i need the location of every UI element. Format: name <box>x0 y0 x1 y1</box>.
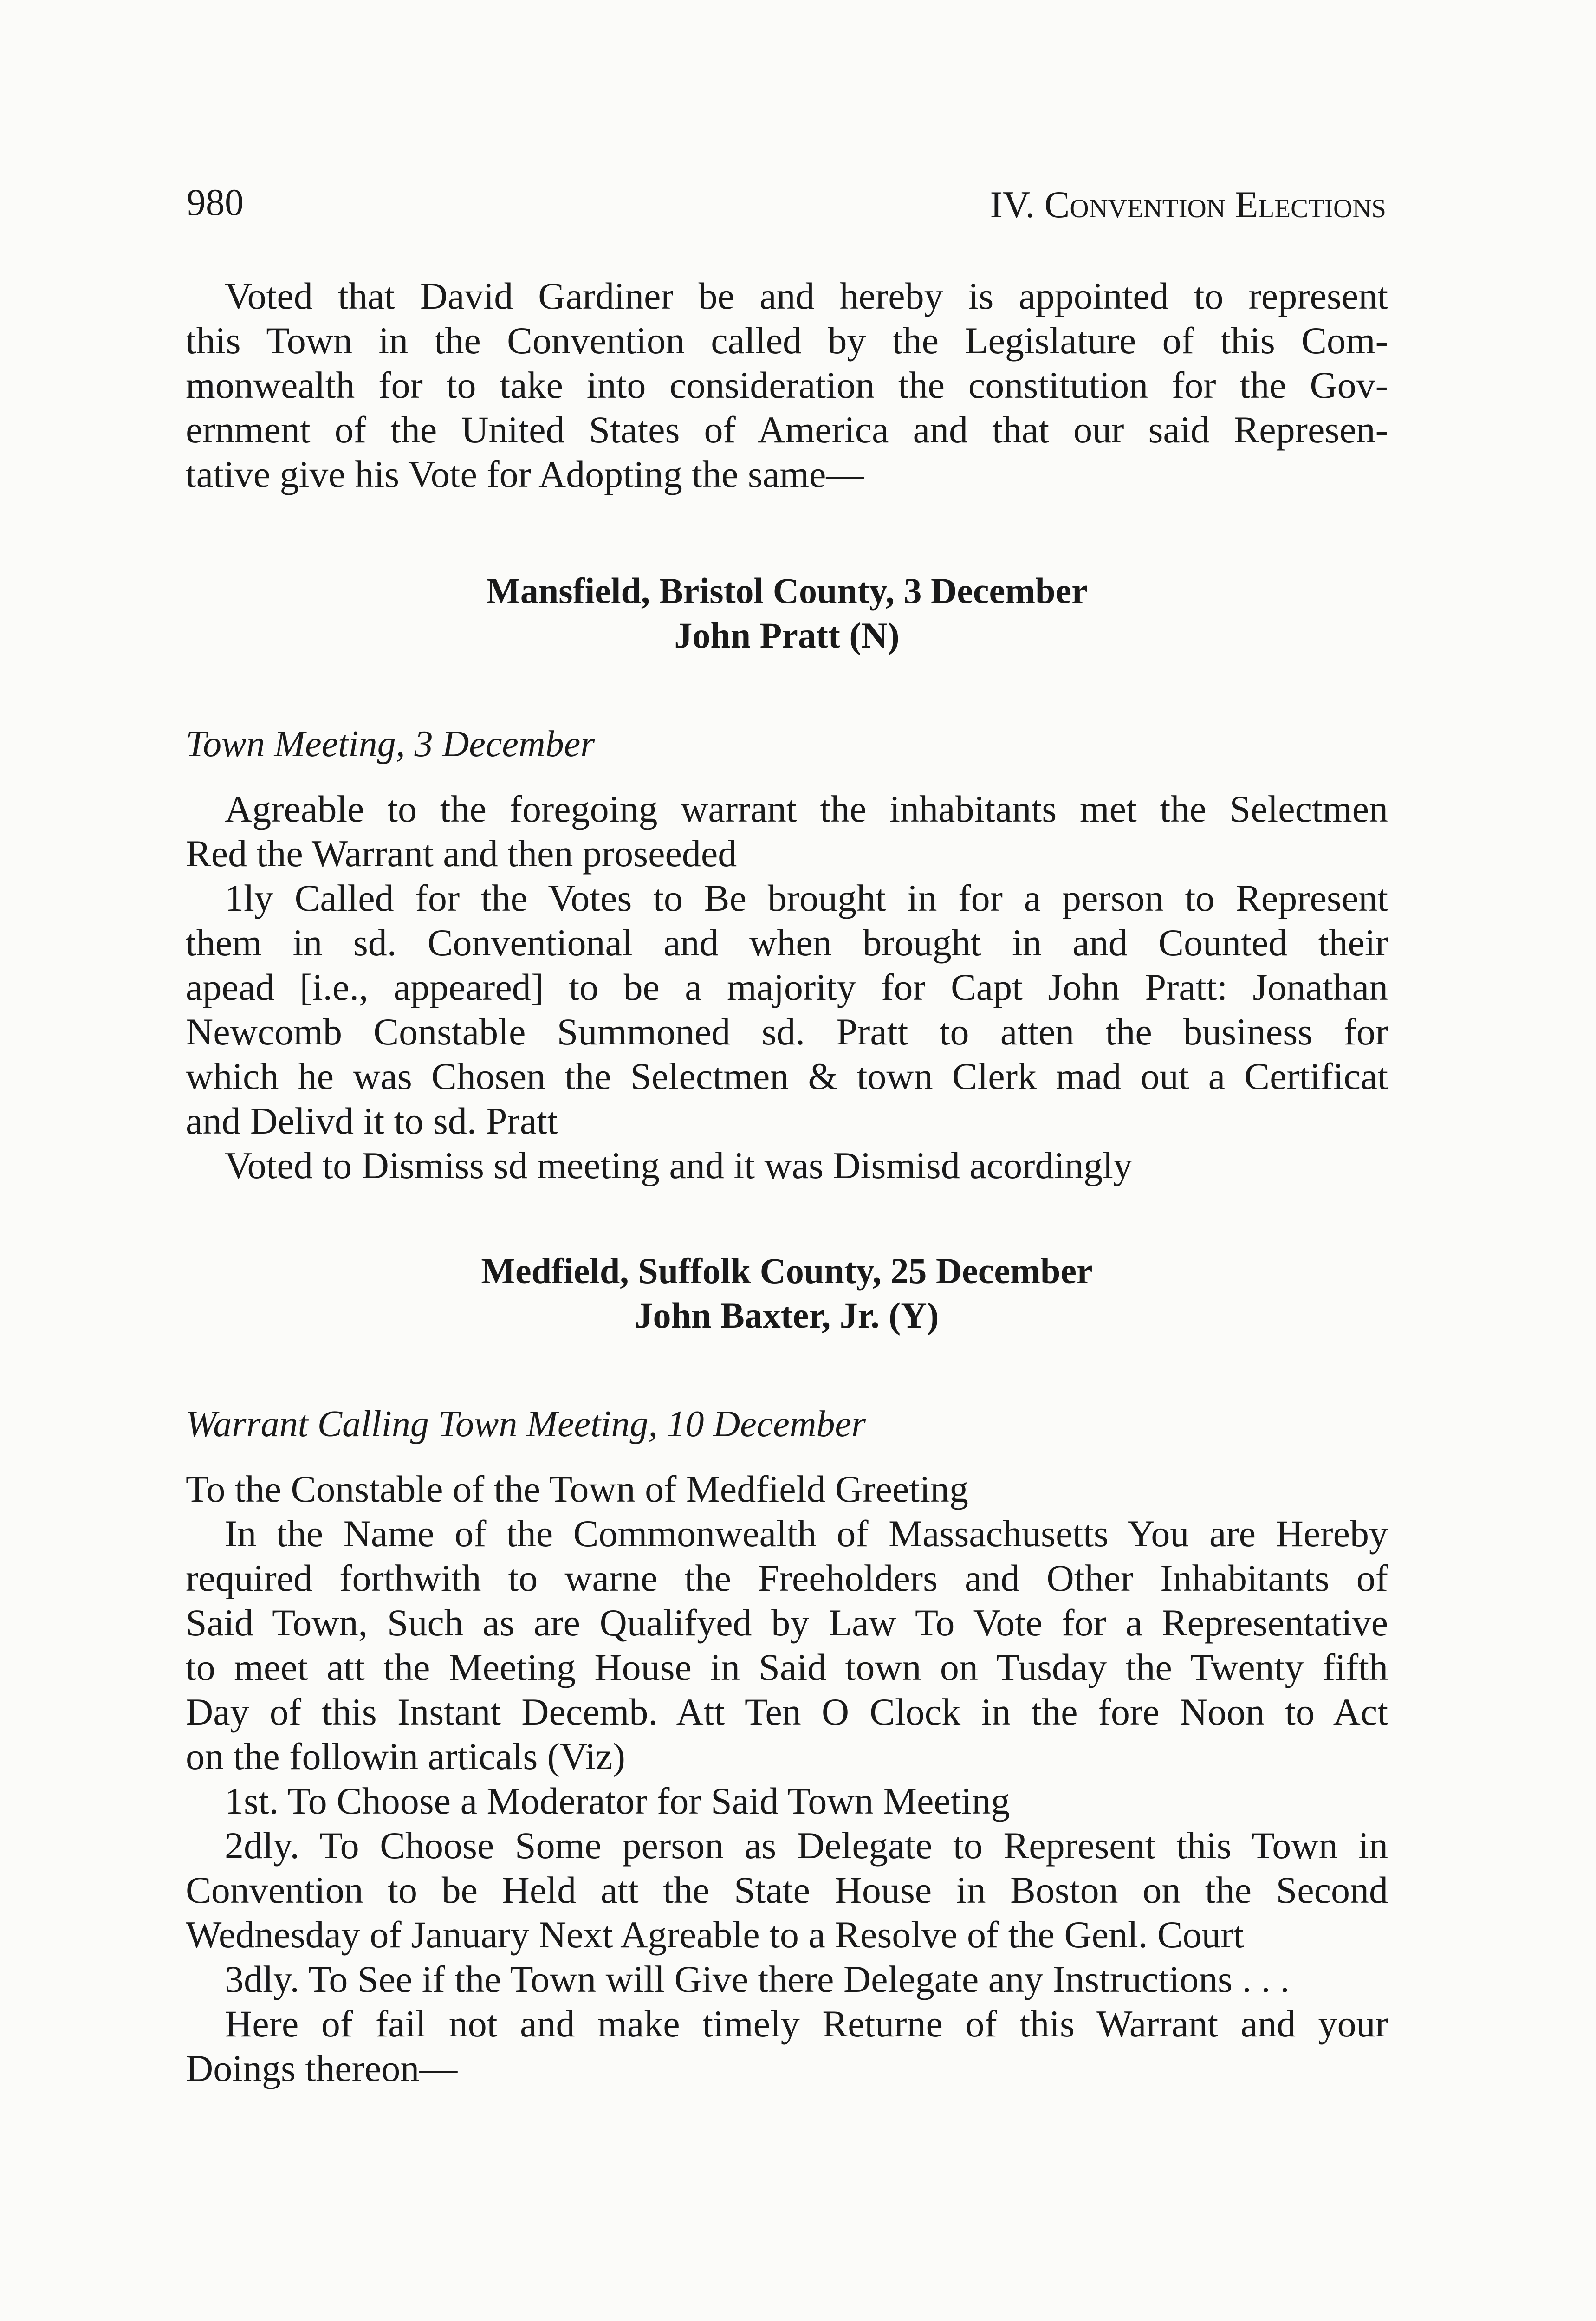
text-line: apead [i.e., appeared] to be a majority for Capt John Pratt: Jonathan <box>186 966 1388 1008</box>
text-line: To the Constable of the Town of Medfield Greeting <box>186 1468 968 1510</box>
gardiner-paragraph <box>186 274 1388 497</box>
text-line: Convention to be Held att the State House in Boston on the Second <box>186 1869 1388 1911</box>
text-line: 1ly Called for the Votes to Be brought in for a person to Represent <box>225 877 1388 919</box>
text-line: tative give his Vote for Adopting the same— <box>186 453 864 495</box>
text-line: monwealth for to take into consideration the constitution for the Gov- <box>186 364 1388 406</box>
text-line: on the followin articals (Viz) <box>186 1735 625 1777</box>
text-line: Said Town, Such as are Qualifyed by Law To Vote for a Representative <box>186 1601 1388 1644</box>
medfield-caption: Warrant Calling Town Meeting, 10 December <box>186 1404 866 1445</box>
text-line: Wednesday of January Next Agreable to a Resolve of the Genl. Court <box>186 1913 1244 1956</box>
mansfield-caption: Town Meeting, 3 December <box>186 724 595 765</box>
running-head-title: Convention Elections <box>1044 183 1386 226</box>
medfield-heading-block <box>186 1249 1388 1338</box>
medfield-heading: Medfield, Suffolk County, 25 December <box>481 1251 1093 1291</box>
text-line: Newcomb Constable Summoned sd. Pratt to atten the business for <box>186 1011 1388 1053</box>
mansfield-heading-block <box>186 569 1388 658</box>
text-line: 1st. To Choose a Moderator for Said Town Meeting <box>225 1780 1010 1822</box>
text-line: this Town in the Convention called by the Legislature of this Com- <box>186 319 1388 362</box>
text-line: 2dly. To Choose Some person as Delegate to Represent this Town in <box>225 1824 1388 1867</box>
text-line: required forthwith to warne the Freeholders and Other Inhabitants of <box>186 1557 1388 1599</box>
text-line: them in sd. Conventional and when brought in and Counted their <box>186 921 1388 964</box>
text-line: Voted that David Gardiner be and hereby is appointed to represent <box>225 275 1388 317</box>
text-line: which he was Chosen the Selectmen & town Clerk mad out a Certificat <box>186 1055 1388 1097</box>
text-line: Voted to Dismiss sd meeting and it was Dismisd acordingly <box>225 1144 1132 1186</box>
medfield-delegate: John Baxter, Jr. (Y) <box>635 1295 939 1336</box>
text-line: Agreable to the foregoing warrant the inhabitants met the Selectmen <box>225 788 1388 830</box>
mansfield-heading: Mansfield, Bristol County, 3 December <box>486 571 1088 611</box>
page-number: 980 <box>187 181 244 223</box>
medfield-warrant <box>186 1467 1388 2091</box>
text-line: In the Name of the Commonwealth of Massachusetts You are Hereby <box>225 1512 1388 1555</box>
text-line: and Delivd it to sd. Pratt <box>186 1100 558 1142</box>
text-line: Here of fail not and make timely Returne of this Warrant and your <box>225 2003 1388 2045</box>
text-line: Red the Warrant and then proseeded <box>186 832 737 875</box>
text-line: ernment of the United States of America and that our said Represen- <box>186 408 1388 451</box>
text-line: Doings thereon— <box>186 2047 458 2089</box>
text-line: Day of this Instant Decemb. Att Ten O Clock in the fore Noon to Act <box>186 1691 1388 1733</box>
mansfield-record <box>186 787 1388 1188</box>
running-head <box>990 183 1386 226</box>
text-line: to meet att the Meeting House in Said town on Tusday the Twenty fifth <box>186 1646 1388 1688</box>
running-head-roman: IV. <box>990 183 1035 226</box>
text-line: 3dly. To See if the Town will Give there Delegate any Instructions . . . <box>225 1958 1290 2000</box>
mansfield-delegate: John Pratt (N) <box>674 615 900 655</box>
